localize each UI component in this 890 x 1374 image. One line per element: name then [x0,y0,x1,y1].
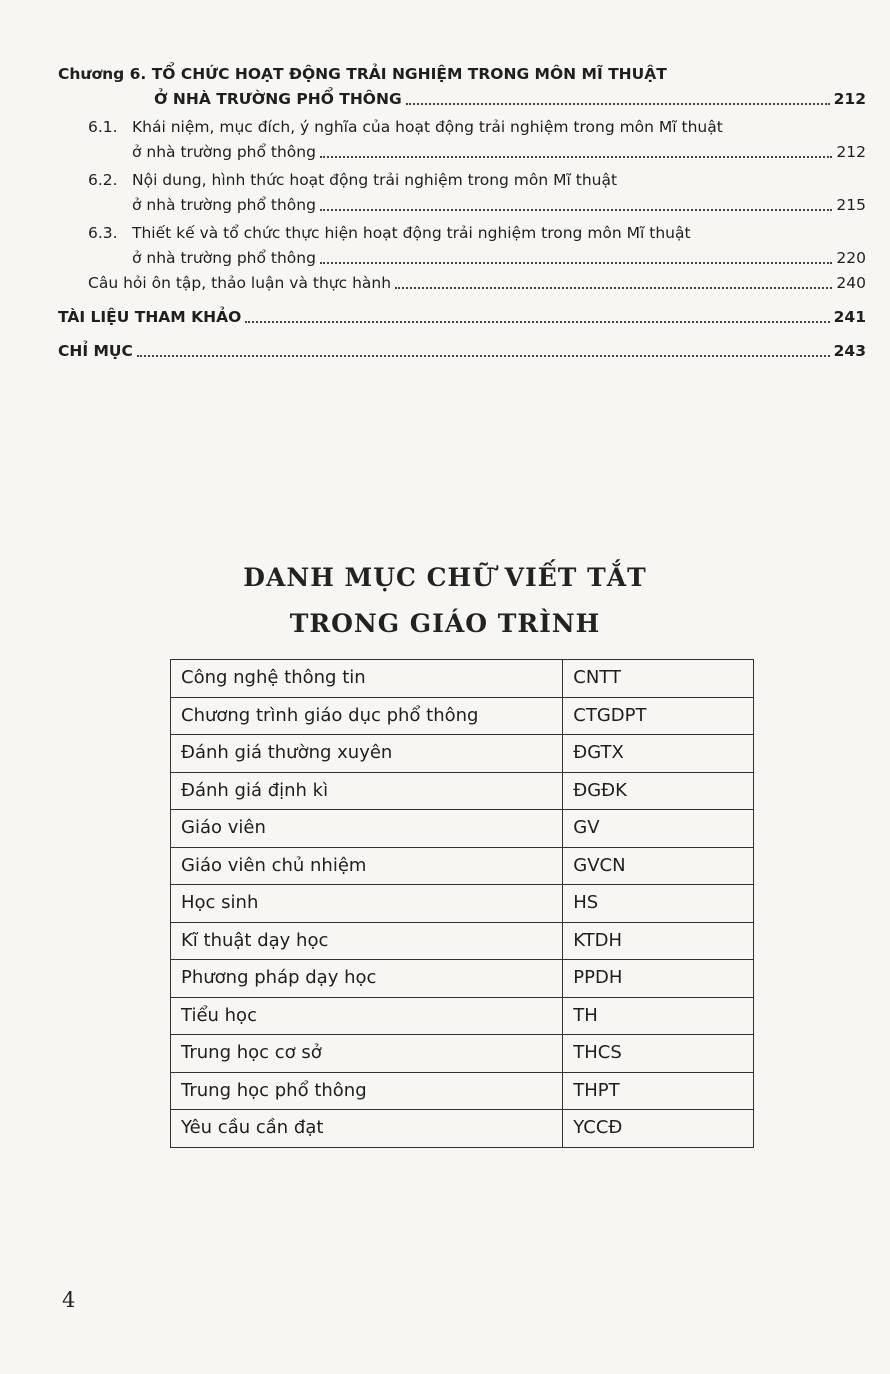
abbreviation: CTGDPT [563,697,754,735]
table-row [171,810,754,848]
abbreviation: GVCN [563,847,754,885]
page-ref: 243 [833,342,866,360]
table-row [171,697,754,735]
abbreviations-title-line1: DANH MỤC CHỮ VIẾT TẮT [243,563,647,592]
table-row [171,960,754,998]
table-row [171,997,754,1035]
section-number: 6.3. [88,224,118,242]
dot-leader [320,262,832,264]
full-term: Tiểu học [171,997,563,1035]
abbreviation: ĐGTX [563,735,754,773]
toc-review [58,271,866,296]
dot-leader [137,355,830,357]
table-row [171,1072,754,1110]
full-term: Phương pháp dạy học [171,960,563,998]
toc-index [58,339,866,364]
chapter-title-line1: Chương 6. TỔ CHỨC HOẠT ĐỘNG TRẢI NGHIỆM TRONG MÔN MĨ THUẬT [58,65,667,83]
table-row [171,772,754,810]
chapter-title-line2-row [58,87,866,112]
full-term: Công nghệ thông tin [171,660,563,698]
table-row [171,922,754,960]
page-ref: 212 [833,90,866,108]
review-label: Câu hỏi ôn tập, thảo luận và thực hành [88,274,392,292]
abbreviation: CNTT [563,660,754,698]
page-ref: 241 [833,308,866,326]
section-title-cont: ở nhà trường phổ thông [132,196,316,214]
page-number: 4 [62,1288,76,1312]
page-ref: 220 [836,249,866,267]
section-title: Thiết kế và tổ chức thực hiện hoạt động trải nghiệm trong môn Mĩ thuật [132,224,691,242]
table-row [171,847,754,885]
full-term: Yêu cầu cần đạt [171,1110,563,1148]
full-term: Đánh giá thường xuyên [171,735,563,773]
toc-section-6-3 [58,221,866,271]
abbreviation: THPT [563,1072,754,1110]
section-number: 6.2. [88,171,118,189]
full-term: Trung học cơ sở [171,1035,563,1073]
section-title-cont: ở nhà trường phổ thông [132,249,316,267]
abbreviation: GV [563,810,754,848]
abbreviation: YCCĐ [563,1110,754,1148]
page-ref: 215 [836,196,866,214]
toc-references [58,305,866,330]
toc-section-6-2 [58,168,866,218]
references-label: TÀI LIỆU THAM KHẢO [58,308,242,326]
abbreviation: ĐGĐK [563,772,754,810]
page-ref: 212 [836,143,866,161]
dot-leader [245,321,829,323]
abbreviation: TH [563,997,754,1035]
page-ref: 240 [836,274,866,292]
abbreviation: PPDH [563,960,754,998]
full-term: Kĩ thuật dạy học [171,922,563,960]
toc-chapter-6 [58,62,866,112]
table-row [171,1035,754,1073]
full-term: Học sinh [171,885,563,923]
abbreviation: THCS [563,1035,754,1073]
dot-leader [320,209,832,211]
dot-leader [395,287,832,289]
index-label: CHỈ MỤC [58,342,133,360]
section-number: 6.1. [88,118,118,136]
chapter-title-line2: Ở NHÀ TRƯỜNG PHỔ THÔNG [154,90,402,108]
table-row [171,1110,754,1148]
abbreviations-table [170,659,754,1148]
full-term: Chương trình giáo dục phổ thông [171,697,563,735]
full-term: Giáo viên chủ nhiệm [171,847,563,885]
full-term: Trung học phổ thông [171,1072,563,1110]
full-term: Đánh giá định kì [171,772,563,810]
table-row [171,885,754,923]
section-title: Nội dung, hình thức hoạt động trải nghiệm trong môn Mĩ thuật [132,171,618,189]
dot-leader [320,156,832,158]
table-row [171,735,754,773]
table-of-contents [58,62,866,364]
abbreviation: KTDH [563,922,754,960]
abbreviation: HS [563,885,754,923]
toc-section-6-1 [58,115,866,165]
table-row [171,660,754,698]
full-term: Giáo viên [171,810,563,848]
abbreviations-title-line2: TRONG GIÁO TRÌNH [289,609,601,638]
dot-leader [406,103,830,105]
section-title-cont: ở nhà trường phổ thông [132,143,316,161]
section-title: Khái niệm, mục đích, ý nghĩa của hoạt động trải nghiệm trong môn Mĩ thuật [132,118,723,136]
